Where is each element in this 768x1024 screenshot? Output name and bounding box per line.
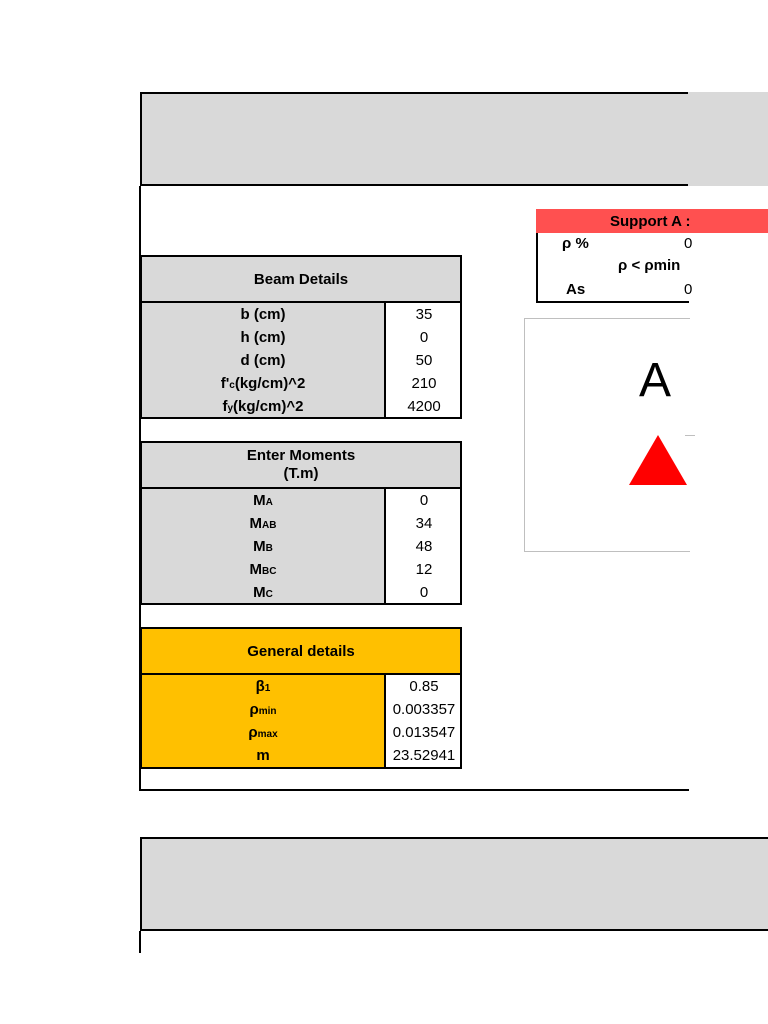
moment-label-mb (142, 535, 384, 558)
moment-label-mab (142, 512, 384, 535)
mab-sub: AB (262, 520, 277, 531)
general-value-rhomax: 0.013547 (392, 724, 456, 741)
rhomin-sub: min (258, 706, 277, 717)
support-letter-a: A (639, 354, 672, 407)
beam-row-label: b (cm) (240, 306, 286, 323)
general-details-header (140, 627, 462, 675)
beam-value-b[interactable]: 35 (415, 306, 433, 323)
fc-sub: c (229, 380, 235, 391)
general-label-m (142, 744, 384, 767)
beta-main: β (255, 678, 265, 695)
moments-title-line1: Enter Moments (246, 447, 356, 464)
moment-value-mc[interactable]: 0 (419, 584, 429, 601)
general-label-rhomax (142, 721, 384, 744)
support-rho-check: ρ < ρmin (618, 257, 681, 274)
fy-rest: (kg/cm (233, 398, 282, 415)
beam-row-label-fc (142, 372, 384, 395)
mc-sub: C (265, 589, 273, 600)
fc-main: f' (220, 375, 230, 392)
moment-value-ma[interactable]: 0 (419, 492, 429, 509)
general-label-beta1 (142, 675, 384, 698)
fc-tail: )^2 (283, 375, 306, 392)
general-value-rhomin: 0.003357 (392, 701, 456, 718)
support-rho-value: 0 (684, 235, 693, 252)
beam-row-label: h (cm) (240, 329, 286, 346)
bottom-header-band (140, 837, 768, 931)
moments-table (140, 487, 462, 605)
moments-header (140, 441, 462, 489)
fy-sub: y (227, 403, 234, 414)
moments-value-column (388, 489, 460, 603)
m-main: m (256, 747, 270, 764)
support-a-title: Support A : (610, 212, 691, 230)
general-label-rhomin (142, 698, 384, 721)
general-details-table (140, 673, 462, 769)
mc-main: M (253, 584, 266, 601)
beta-sub: 1 (264, 683, 271, 694)
beam-details-label-column (142, 303, 386, 417)
general-details-title: General details (247, 642, 355, 660)
support-rho-label: ρ % (562, 235, 589, 252)
mb-main: M (253, 538, 266, 555)
moments-title-line2: (T.m) (283, 465, 319, 482)
support-diagram-box (524, 318, 690, 552)
beam-row-label: d (cm) (240, 352, 286, 369)
moments-label-column (142, 489, 386, 603)
general-label-column (142, 675, 386, 767)
beam-row-label-fy (142, 395, 384, 418)
ma-sub: A (265, 497, 273, 508)
beam-details-header (140, 255, 462, 303)
general-value-m: 23.52941 (392, 747, 456, 764)
beam-value-d[interactable]: 50 (415, 352, 433, 369)
support-a-header (536, 209, 768, 233)
moment-label-mbc (142, 558, 384, 581)
mbc-sub: BC (262, 566, 277, 577)
moment-label-mc (142, 581, 384, 604)
beam-value-fc[interactable]: 210 (411, 375, 437, 392)
bottom-band-frame-left (139, 931, 141, 953)
rhomin-main: ρ (249, 701, 259, 718)
mbc-main: M (249, 561, 263, 578)
ma-main: M (253, 492, 266, 509)
support-as-value: 0 (684, 281, 693, 298)
beam-details-value-column (388, 303, 460, 417)
mb-sub: B (265, 543, 273, 554)
beam-details-table (140, 301, 462, 419)
moment-value-mab[interactable]: 34 (415, 515, 433, 532)
rhomax-sub: max (257, 729, 278, 740)
support-triangle-icon (629, 435, 687, 485)
fy-main: f (222, 398, 228, 415)
support-as-label: As (566, 281, 586, 298)
beam-value-h[interactable]: 0 (419, 329, 429, 346)
support-a-body (536, 233, 693, 303)
rhomax-main: ρ (248, 724, 258, 741)
mab-main: M (249, 515, 263, 532)
moment-value-mbc[interactable]: 12 (415, 561, 433, 578)
general-value-beta1: 0.85 (409, 678, 439, 695)
top-header-band (140, 92, 768, 186)
fc-rest: (kg/cm (234, 375, 284, 392)
top-band-cut (688, 92, 768, 186)
general-value-column (388, 675, 460, 767)
moment-label-ma (142, 489, 384, 512)
beam-details-title: Beam Details (253, 270, 349, 288)
moment-value-mb[interactable]: 48 (415, 538, 433, 555)
fy-tail: )^2 (281, 398, 304, 415)
beam-value-fy[interactable]: 4200 (407, 398, 441, 415)
